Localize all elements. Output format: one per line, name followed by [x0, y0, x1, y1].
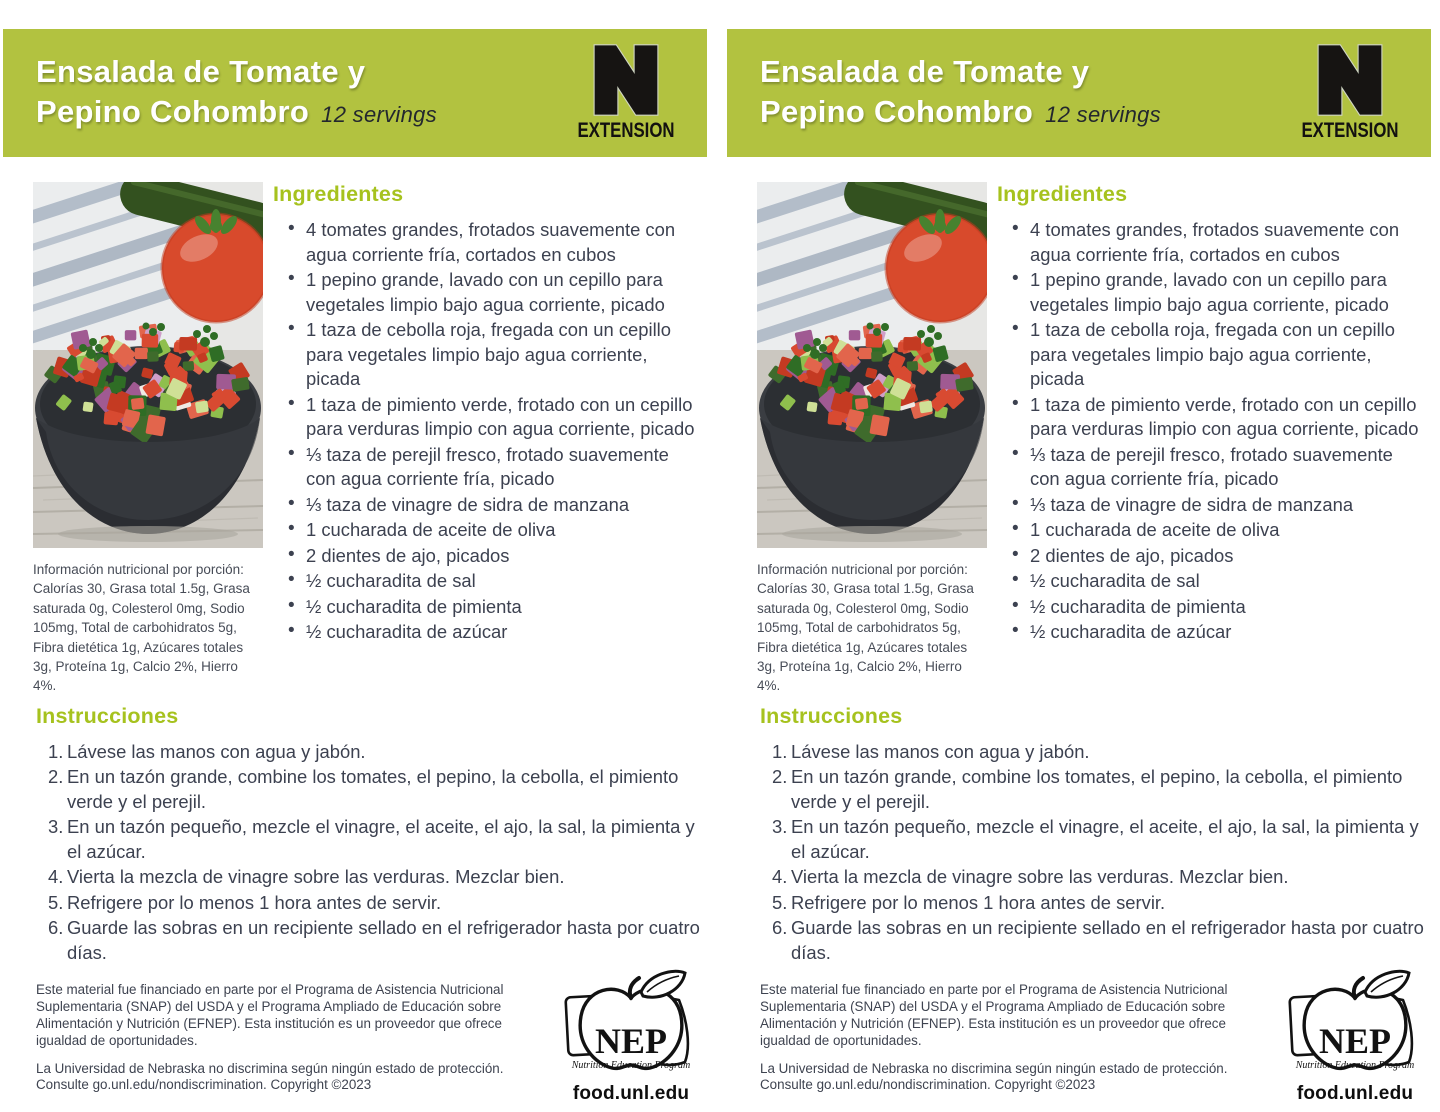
instructions-list	[727, 740, 1431, 966]
nebraska-n-icon	[1317, 44, 1383, 116]
nep-acronym: NEP	[1319, 1021, 1391, 1062]
footer-text-block	[36, 982, 555, 1105]
instruction-step: En un tazón grande, combine los tomates, el pepino, la cebolla, el pimiento verde y el perejil.	[791, 766, 1403, 812]
ingredient-item: • ⅓ taza de perejil fresco, frotado suavemente con agua corriente fría, picado	[1011, 443, 1427, 492]
footer-text-block	[760, 982, 1279, 1105]
ingredient-item: • 1 taza de cebolla roja, fregada con un cepillo para vegetales limpio bajo agua corriente, picada	[1011, 318, 1427, 392]
ingredient-item: • 1 taza de pimiento verde, frotado con un cepillo para verduras limpio con agua corriente, picado	[1011, 393, 1427, 442]
ingredient-item: • ⅓ taza de vinagre de sidra de manzana	[287, 493, 703, 518]
ingredients-heading: Ingredientes	[997, 182, 1128, 206]
ingredient-item: • 1 pepino grande, lavado con un cepillo para vegetales limpio bajo agua corriente, picado	[1011, 268, 1427, 317]
instruction-step: Lávese las manos con agua y jabón.	[67, 740, 366, 762]
salad-photo	[757, 182, 987, 548]
ingredients-list	[273, 218, 703, 645]
ingredient-item: • ½ cucharadita de sal	[287, 569, 703, 594]
instruction-step: Vierta la mezcla de vinagre sobre las verduras. Mezclar bien.	[67, 866, 565, 888]
instruction-step: En un tazón pequeño, mezcle el vinagre, el aceite, el ajo, la sal, la pimienta y el azúcar.	[67, 816, 695, 862]
funding-statement: Este material fue financiado en parte por el Programa de Asistencia Nutricional Suplementaria (SNAP) del USDA y el Programa Ampliado de Educación sobre Alimentación y Nutrición (EFNEP). Esta institución es un proveedor que ofrece igualdad de oportunidades.	[760, 982, 1228, 1048]
instruction-step: En un tazón pequeño, mezcle el vinagre, el aceite, el ajo, la sal, la pimienta y el azúcar.	[791, 816, 1419, 862]
instructions-list	[3, 740, 707, 966]
ingredient-item: • 1 cucharada de aceite de oliva	[287, 518, 703, 543]
recipe-title	[760, 52, 1287, 135]
recipe-body	[3, 182, 707, 696]
instructions-heading: Instrucciones	[36, 703, 179, 728]
ingredients-list	[997, 218, 1427, 645]
instruction-step: Refrigere por lo menos 1 hora antes de servir.	[791, 891, 1166, 913]
ingredient-item: • ½ cucharadita de azúcar	[1011, 620, 1427, 645]
recipe-title-line2: Pepino Cohombro	[36, 93, 310, 129]
ingredients-heading: Ingredientes	[273, 182, 404, 206]
nebraska-extension-logo	[563, 44, 689, 143]
website-url: food.unl.edu	[1296, 1083, 1414, 1105]
ingredient-item: • ½ cucharadita de azúcar	[287, 620, 703, 645]
panel-footer	[3, 982, 707, 1105]
nep-subtitle: Nutrition Education Program	[1295, 1060, 1415, 1072]
nep-apple-logo	[1279, 964, 1431, 1082]
photo-column	[33, 182, 263, 696]
servings-label: 12 servings	[1045, 101, 1161, 127]
ingredient-item: • ⅓ taza de perejil fresco, frotado suavemente con agua corriente fría, picado	[287, 443, 703, 492]
extension-wordmark: EXTENSION	[577, 118, 675, 142]
funding-statement: Este material fue financiado en parte por el Programa de Asistencia Nutricional Suplementaria (SNAP) del USDA y el Programa Ampliado de Educación sobre Alimentación y Nutrición (EFNEP). Esta institución es un proveedor que ofrece igualdad de oportunidades.	[36, 982, 504, 1048]
tomato-cucumber-salad-illustration	[757, 182, 987, 548]
nep-apple-logo	[555, 964, 707, 1082]
ingredients-column	[273, 182, 707, 696]
ingredient-item: • ½ cucharadita de pimienta	[287, 595, 703, 620]
ingredient-item: • 2 dientes de ajo, picados	[1011, 544, 1427, 569]
nep-logo-block	[1279, 964, 1431, 1105]
ingredient-item: • 4 tomates grandes, frotados suavemente con agua corriente fría, cortados en cubos	[1011, 218, 1427, 267]
panel-footer	[727, 982, 1431, 1105]
servings-label: 12 servings	[321, 101, 437, 127]
instruction-step: En un tazón grande, combine los tomates, el pepino, la cebolla, el pimiento verde y el perejil.	[67, 766, 679, 812]
recipe-title-block	[760, 52, 1287, 135]
recipe-body	[727, 182, 1431, 696]
ingredient-item: • ½ cucharadita de pimienta	[1011, 595, 1427, 620]
nep-logo-block	[555, 964, 707, 1105]
instruction-step: Refrigere por lo menos 1 hora antes de servir.	[67, 891, 442, 913]
recipe-header-banner	[3, 29, 707, 157]
recipe-title	[36, 52, 563, 135]
salad-photo	[33, 182, 263, 548]
instruction-step: Guarde las sobras en un recipiente sellado en el refrigerador hasta por cuatro días.	[791, 917, 1424, 963]
recipe-title-line2: Pepino Cohombro	[760, 93, 1034, 129]
nebraska-n-icon	[593, 44, 659, 116]
nondiscrimination-statement: La Universidad de Nebraska no discrimina según ningún estado de protección. Consulte go.unl.edu/nondiscrimination. Copyright ©2023	[36, 1060, 504, 1093]
recipe-title-line1: Ensalada de Tomate y	[760, 53, 1090, 89]
nebraska-extension-logo	[1287, 44, 1413, 143]
nondiscrimination-statement: La Universidad de Nebraska no discrimina según ningún estado de protección. Consulte go.unl.edu/nondiscrimination. Copyright ©2023	[760, 1060, 1228, 1093]
instruction-step: Vierta la mezcla de vinagre sobre las verduras. Mezclar bien.	[791, 866, 1289, 888]
recipe-title-block	[36, 52, 563, 135]
ingredient-item: • 1 cucharada de aceite de oliva	[1011, 518, 1427, 543]
nep-acronym: NEP	[595, 1021, 667, 1062]
nutrition-info: Información nutricional por porción: Calorías 30, Grasa total 1.5g, Grasa saturada 0g, Colesterol 0mg, Sodio 105mg, Total de carbohidratos 5g, Fibra dietética 1g, Azúcares totales 3g, Proteína 1g, Calcio 2%, Hierro 4%.	[757, 562, 974, 694]
ingredients-column	[997, 182, 1431, 696]
ingredient-item: • 1 taza de pimiento verde, frotado con un cepillo para verduras limpio con agua corriente, picado	[287, 393, 703, 442]
ingredient-item: • 1 taza de cebolla roja, fregada con un cepillo para vegetales limpio bajo agua corriente, picada	[287, 318, 703, 392]
ingredient-item: • 2 dientes de ajo, picados	[287, 544, 703, 569]
photo-column	[757, 182, 987, 696]
instruction-step: Guarde las sobras en un recipiente sellado en el refrigerador hasta por cuatro días.	[67, 917, 700, 963]
ingredient-item: • ½ cucharadita de sal	[1011, 569, 1427, 594]
ingredient-item: • ⅓ taza de vinagre de sidra de manzana	[1011, 493, 1427, 518]
instructions-heading: Instrucciones	[760, 703, 903, 728]
nutrition-info: Información nutricional por porción: Calorías 30, Grasa total 1.5g, Grasa saturada 0g, Colesterol 0mg, Sodio 105mg, Total de carbohidratos 5g, Fibra dietética 1g, Azúcares totales 3g, Proteína 1g, Calcio 2%, Hierro 4%.	[33, 562, 250, 694]
ingredient-item: • 1 pepino grande, lavado con un cepillo para vegetales limpio bajo agua corriente, picado	[287, 268, 703, 317]
recipe-header-banner	[727, 29, 1431, 157]
recipe-panel	[727, 29, 1431, 1105]
recipe-panel	[3, 29, 707, 1105]
extension-wordmark: EXTENSION	[1301, 118, 1399, 142]
website-url: food.unl.edu	[572, 1083, 690, 1105]
instruction-step: Lávese las manos con agua y jabón.	[791, 740, 1090, 762]
tomato-cucumber-salad-illustration	[33, 182, 263, 548]
nep-subtitle: Nutrition Education Program	[571, 1060, 691, 1072]
recipe-title-line1: Ensalada de Tomate y	[36, 53, 366, 89]
ingredient-item: • 4 tomates grandes, frotados suavemente con agua corriente fría, cortados en cubos	[287, 218, 703, 267]
